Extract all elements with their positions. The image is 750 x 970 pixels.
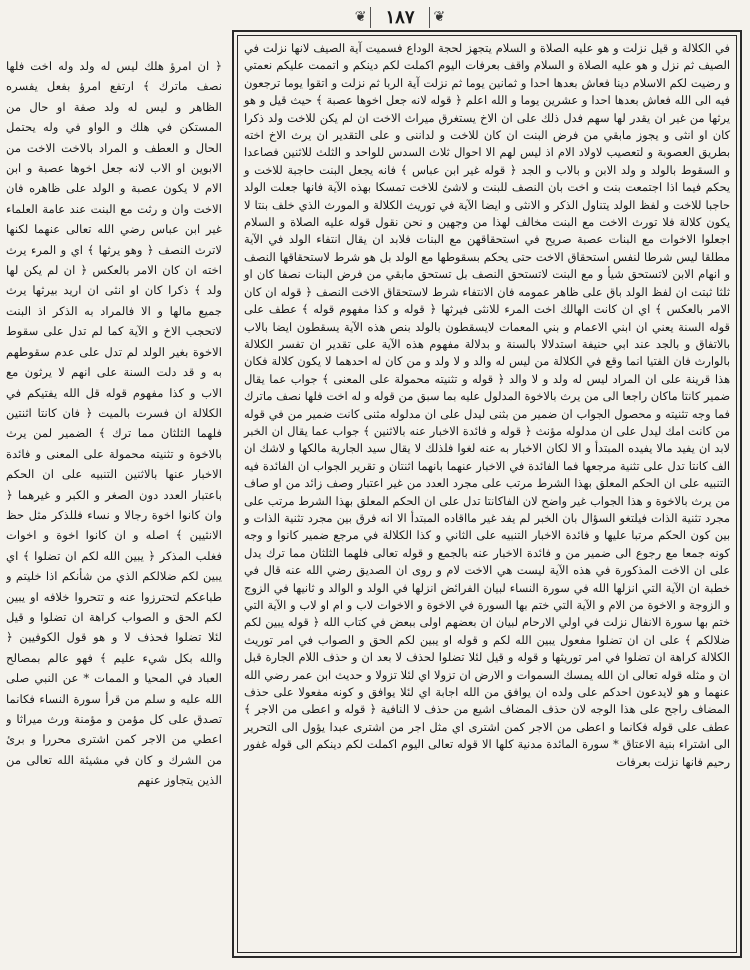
margin-tafsir-column xyxy=(6,56,222,956)
main-commentary-frame xyxy=(232,30,742,958)
page-number: ١٨٧ xyxy=(370,7,429,28)
page-header xyxy=(300,4,500,30)
margin-tafsir-text: ﴿ ان امرؤ هلك ليس له ولد وله اخت فلها نصف ماترك ﴾ ارتفع امرؤ بفعل يفسره الظاهر و ليس له ولد صفة او حال من المستكن في هلك و الواو في وله يحتمل الحال و العطف و المراد بالاخت الاخت من الابوين او الاب لانه جعل اخوها عصبة و ابن الام لا يكون عصبة و الولد على ظاهره فان الاخت وان و رثت مع البنت عند عامة العلماء غير ابن عباس رضي الله تعالى عنهما لكنها لاترث النصف ﴿ وهو يرثها ﴾ اي و المرء يرث اخته ان كان الامر بالعكس ﴿ ان لم يكن لها ولد ﴾ ذكرا كان او انثى ان اريد بيرثها يرث جميع مالها و الا فالمراد به الذكر اذ البنت لاتحجب الاخ و الآية كما لم تدل على سقوط الاخوة بغير الولد لم تدل على عدم سقوطهم به و قد دلت السنة على انهم لا يرثون مع الاب و كذا مفهوم قوله قل الله يفتيكم في الكلالة ان فسرت بالميت ﴿ فان كانتا اثنتين فلهما الثلثان مما ترك ﴾ الضمير لمن يرث بالاخوة و تثنيته محمولة على المعنى و فائدة الاخبار عنها بالاثنين التنبيه على ان الحكم باعتبار العدد دون الصغر و الكبر و غيرهما ﴿ وان كانوا اخوة رجالا و نساء فللذكر مثل حظ الانثيين ﴾ اصله و ان كانوا اخوة و اخوات فغلب المذكر ﴿ يبين الله لكم ان تضلوا ﴾ اي يبين لكم ضلالكم الذي من شأنكم اذا خليتم و طباعكم لتحترزوا عنه و تتحروا خلافه او يبين لكم الحق و الصواب كراهة ان تضلوا و قيل لئلا تضلوا فحذف لا و هو قول الكوفيين ﴿ والله بكل شيء عليم ﴾ فهو عالم بمصالح العباد في المحيا و الممات * عن النبي صلى الله عليه و سلم من قرأ سورة النساء فكانما تصدق على كل مؤمن و مؤمنة ورث ميراثا و اعطي من الاجر كمن اشترى محررا و برئ من الشرك و كان في مشيئة الله تعالى من الذين يتجاوز عنهم xyxy=(6,59,222,788)
ornament-left-icon: ❦ xyxy=(354,9,367,25)
main-commentary-inner xyxy=(237,35,737,953)
main-commentary-text: في الكلالة و قيل نزلت و هو عليه الصلاة و السلام يتجهز لحجة الوداع فسميت آية الصيف لانها نزلت في الصيف ثم نزل و هو عليه الصلاة و السلام واقف بعرفات اليوم اكملت لكم دينكم و اتممت عليكم نعمتي و رضيت لكم الاسلام دينا فعاش بعدها احدا و ثمانين يوما ثم نزلت آية الربا ثم نزلت و اتقوا يوما ترجعون فيه الى الله فعاش بعدها احدا و عشرين يوما و الله اعلم ﴿ قوله لانه جعل اخوها عصبة ﴾ حيث قيل و هو يرثها من غير ان يقدر لها سهم فدل ذلك على ان الاخ يستغرق ميراث الاخت ان لم يكن للاخت ولد ذكرا كان او انثى و يجوز مابقي من فرض البنت ان كان للاخت و لداننى و على التقدير ان يرث الاخ اخته بطريق العصوبة و لتعصيب لاولاد الام اذ ليس لهم الا احوال ثلاث السدس للواحد و الثلث للاثنين فصاعدا و السقوط بالولد و ولد الابن و بالاب و الجد ﴿ قوله غير ابن عباس ﴾ فانه يجعل البنت حاجبة للاخت و يحكم فيما اذا اجتمعت بنت و اخت بان النصف للبنت و لاشئ للاخت تمسكا بهذه الآية فانها جعلت الولد حاجبا للاخت و لفظ الولد يتناول الذكر و الانثى و ايضا الآية في توريث الكلالة و المورث الذي خلف بنتا لا يكون كلالة فلا تورث الاخت مع البنت مخالف لهذا من وجهين و نحن نقول قوله عليه الصلاة و السلام اجعلوا الاخوات مع البنات عصبة صريح في استحقاقهن مع البنات فلابد ان يقال انتفاء الولد في الآية مطلقا ليس شرطا لنفس استحقاق الاخت حتى يحكم بسقوطها مع الولد بل هو شرط لاستحقاقها النصف و انهام الابن لاتستحق شيأ و مع البنت لاتستحق النصف بل تستحق مابقي من فرض البنات نصفا كان او ثلثا ثبتت ان لفظ الولد باق على ظاهر عمومه فان الانتفاء شرط لاستحقاق الاخت النصف ﴿ قوله ان كان الامر بالعكس ﴾ اي ان كانت الهالك اخت المرء للانثى فيرثها ﴿ قوله و كذا مفهوم قوله ﴾ عطف على قوله السنة يعني ان ابني الاعمام و بني المعمات لايسقطون بالولد بنص هذه الآية يسقطون ايضا بالاب بالاتفاق و بالجد عند ابي حنيفة استدلالا بالسنة و بدلالة مفهوم هذه الآية على تقدير ان تفسر الكلالة بالوارث فان الفتيا انما وقع في الكلالة من ليس له والد و لا ولد و من كان له احدهما لا يكون كلالة فكان هذا قرينة على ان المراد ليس له ولد و لا والد ﴿ قوله و تثنيته محمولة على المعنى ﴾ جواب عما يقال ضمير كانتا ماكان راجعا الى من يرث بالاخوة المدلول عليه بما سبق من قوله و له اخت فلها نصف ماترك فما وجه تثنيته و محصول الجواب ان ضمير من بثنى ليدل على ان مدلوله مثنى كانت ضمير من في قوله من كانت امك ليدل على ان مدلوله مؤنث ﴿ قوله و فائدة الاخبار عنه بالاثنين ﴾ جواب عما يقال ان الخبر لابد ان يفيد مالا يفيده المبتدأ و الا لكان الاخبار به عنه لغوا فلذلك لا يقال سيد الجارية مالكها و لاشك ان الف كانتا تدل على تثنية مرجعها فما الفائدة في الاخبار عنهما بانهما اثنتان و تقرير الجواب ان الفائدة فيه التنبيه على ان الحكم المعلق بهذا الشرط مرتب على مجرد العدد من غير اعتبار وصف زائد من او صاف من يرث بالاخوة و هذا الجواب غير واضح لان الفاكانتا تدل على ان الحكم المعلق بهذا الشرط مرتب على مجرد تثنية الذات فيلتغو السؤال بان الخبر لم يفد غير مااقاده المبتدأ الا انه فرق بين مجرد تثنية الذات و بين كون الحكم مرتبا عليها و فائدة الاخبار التنبيه على الثاني و كذا الكلالة في مرجع ضمير كانوا و وجه كونه جمعا مع رجوع الى ضمير من و فائدة الاخبار عنه بالجمع و قوله تعالى فلهما الثلثان مما ترك يدل على ان الاخت المذكورة في هذه الآية ليست هي الاخت لام و روى ان الصديق رضي الله عنه قال في خطبة ان الآية التي انزلها الله في سورة النساء لبيان الفرائض انزلها في الولد و الوالد و ثانيها في الزوج و الزوجة و الاخوة من الام و الآية التي ختم بها السورة في الاخوة و الاخوات لاب و ام او لاب و الآية التي ختم بها سورة الانفال نزلت في اولي الارحام لبيان ان بعضهم اولى ببعض في كتاب الله ﴿ قوله يبين لكم ضلالكم ﴾ على ان ان تضلوا مفعول يبين الله لكم و قوله او يبين لكم الحق و الصواب في امر توريث الكلالة كراهة ان تضلوا في امر توريثها و قوله و قيل لئلا تضلوا لحذف لا بعد ان و حذف اللام الجارة قبل ان و مثله قوله تعالى ان الله يمسك السموات و الارض ان تزولا اي لئلا تزولا و حديث ابن عمر رضي الله عنهما و هو لايدعون احدكم على ولده ان يوافق من الله اجابة اي لئلا يوافق و كونه مفعولا على حذف المضاف راجح على هذا الوجه لان حذف المضاف اشيع من حذف لا النافية ﴿ قوله و اعطى من الاجر ﴾ عطف على قوله فكانما و اعطى من الاجر كمن اشترى اي مثل اجر من اشترى عبدا يؤول الى التحرير الى اشتراء بنية الاعتاق * سورة المائدة مدنية كلها الا قوله تعالى اليوم اكملت لكم دينكم الى قوله غفور رحيم فانها نزلت بعرفات xyxy=(244,41,730,769)
ornament-right-icon: ❦ xyxy=(433,9,446,25)
